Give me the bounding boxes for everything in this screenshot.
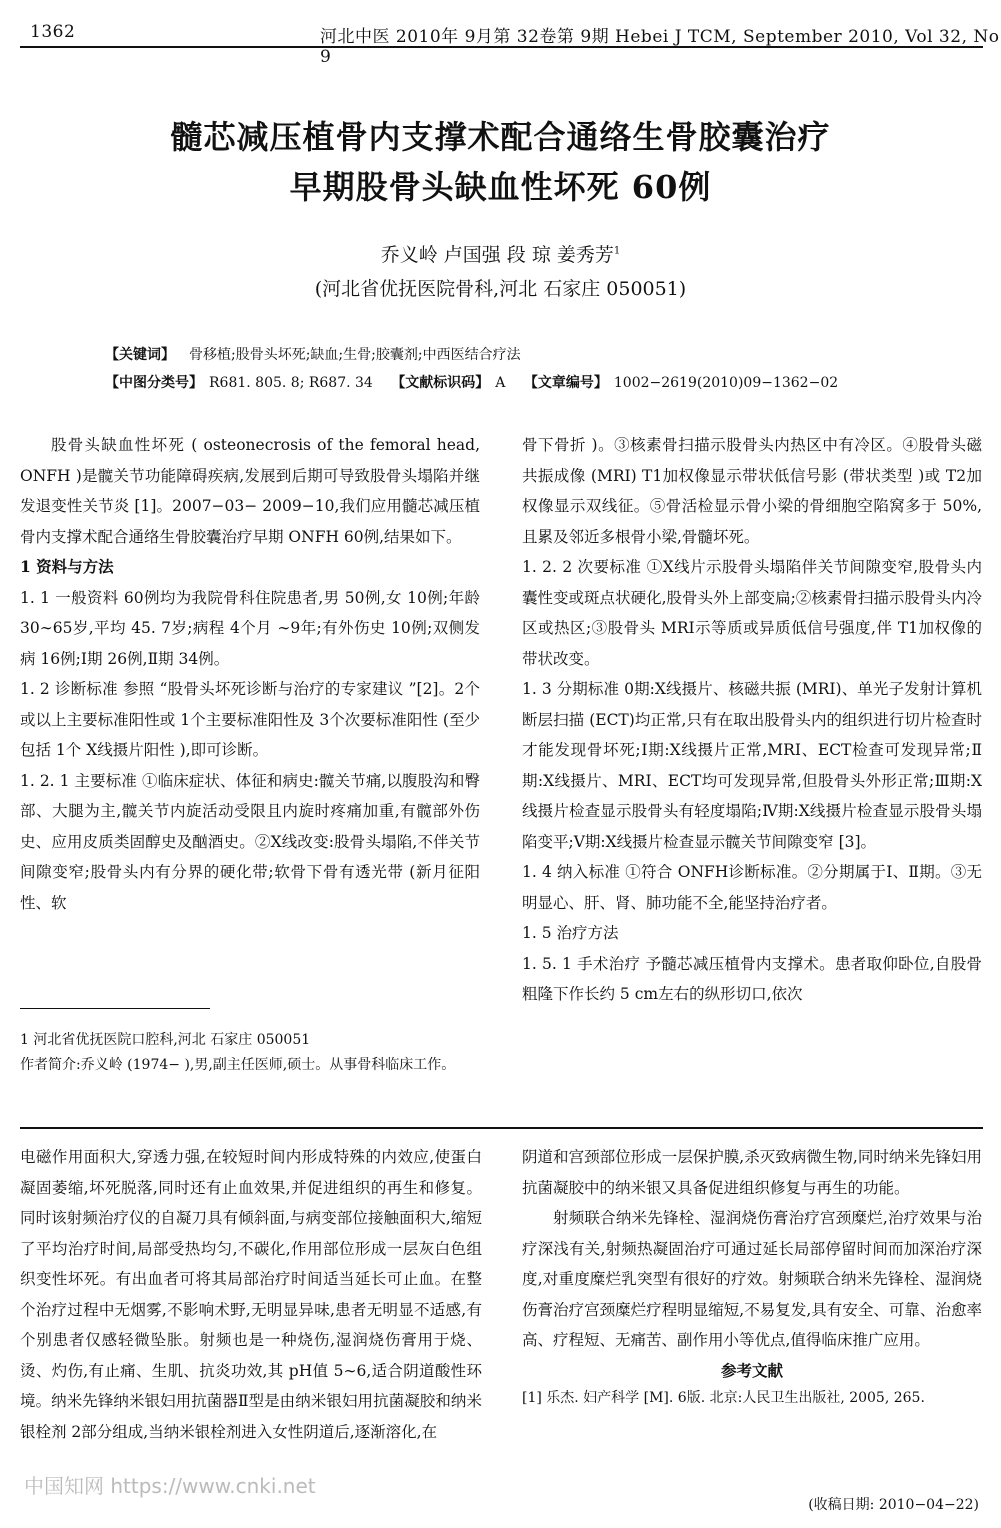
left-column bbox=[20, 430, 480, 918]
doc-code: A bbox=[495, 375, 506, 391]
watermark: 中国知网 https://www.cnki.net bbox=[24, 1474, 316, 1498]
lower-right-paragraphs bbox=[522, 1142, 982, 1356]
cls-number: R681. 805. 8; R687. 34 bbox=[209, 375, 373, 391]
article-no-label: 【文章编号】 bbox=[523, 375, 608, 391]
references-title: 参考文献 bbox=[720, 1360, 783, 1380]
lower_left-paragraph: 电磁作用面积大,穿透力强,在较短时间内形成特殊的内效应,使蛋白凝固萎缩,坏死脱落,同时还有止血效果,并促进组织的再生和修复。同时该射频治疗仪的自凝刀具有倾斜面,与病变部位接触面积大,缩短了平均治疗时间,局部受热均匀,不碳化,作用部位形成一层灰白色组织变性坏死。有出血者可将其局部治疗时间适当延长可止血。在整个治疗过程中无烟雾,不影响术野,无明显异味,患者无明显不适感,有个别患者仅感轻微坠胀。射频也是一种烧伤,湿润烧伤膏用于烧、烫、灼伤,有止痛、生肌、抗炎功效,其 pH值 5∼6,适合阴道酸性环境。纳米先锋纳米银妇用抗菌器Ⅱ型是由纳米银妇用抗菌凝胶和纳米银栓剂 2部分组成,当纳米银栓剂进入女性阴道后,逐渐溶化,在 bbox=[20, 1148, 482, 1441]
right_col-paragraph: 1. 3 分期标准 0期:X线摄片、核磁共振 (MRI)、单光子发射计算机断层扫描 (ECT)均正常,只有在取出股骨头内的组织进行切片检查时才能发现骨坏死;Ⅰ期:X线摄片正常,MRI、ECT检查可发现异常;Ⅱ期:X线摄片、MRI、ECT均可发现异常,但股骨头外形正常;Ⅲ期:X线摄片检查显示股骨头有轻度塌陷;Ⅳ期:X线摄片检查显示股骨头塌陷变平;Ⅴ期:X线摄片检查显示髋关节间隙变窄 [3]。 bbox=[522, 680, 982, 851]
left_col-paragraph: 1. 2. 1 主要标准 ①临床症状、体征和病史:髋关节痛,以腹股沟和臀部、大腿为主,髋关节内旋活动受限且内旋时疼痛加重,有髋部外伤史、应用皮质类固醇史及酗酒史。②X线改变:股骨头塌陷,不伴关节间隙变窄;股骨头内有分界的硬化带;软骨下骨有透光带 (新月征阳性、软 bbox=[20, 771, 480, 912]
journal-header: 河北中医 2010年 9月第 32卷第 9期 Hebei J TCM, September 2010, Vol 32, No 9 bbox=[320, 27, 1000, 67]
left_col-paragraph: 1 资料与方法 bbox=[20, 557, 114, 576]
cls-label: 【中图分类号】 bbox=[105, 375, 203, 391]
keywords: 骨移植;股骨头坏死;缺血;生骨;胶囊剂;中西医结合疗法 bbox=[189, 347, 521, 363]
lower-right-column bbox=[522, 1142, 982, 1410]
keywords-line bbox=[105, 344, 521, 364]
affiliation: (河北省优抚医院骨科,河北 石家庄 050051) bbox=[314, 278, 687, 300]
lower_right-paragraph: 射频联合纳米先锋栓、湿润烧伤膏治疗宫颈糜烂,治疗效果与治疗深浅有关,射频热凝固治疗可通过延长局部停留时间而加深治疗深度,对重度糜烂乳突型有很好的疗效。射频联合纳米先锋栓、湿润烧伤膏治疗宫颈糜烂疗程明显缩短,不易复发,具有安全、可靠、治愈率高、疗程短、无痛苦、副作用小等优点,值得临床推广应用。 bbox=[522, 1209, 982, 1349]
footnote-author-bio: 作者简介:乔义岭 (1974− ),男,副主任医师,硕士。从事骨科临床工作。 bbox=[20, 1057, 456, 1073]
article-number: 1002−2619(2010)09−1362−02 bbox=[613, 375, 839, 391]
left_col-paragraph: 1. 1 一般资料 60例均为我院骨科住院患者,男 50例,女 10例;年龄 30∼65岁,平均 45. 7岁;病程 4个月 ∼9年;有外伤史 10例;双侧发病 16例;Ⅰ期 26例,Ⅱ期 34例。 bbox=[20, 588, 480, 668]
keywords-label: 【关键词】 bbox=[105, 347, 175, 363]
right_col-paragraph: 1. 5. 1 手术治疗 予髓芯减压植骨内支撑术。患者取仰卧位,自股骨粗隆下作长约 5 cm左右的纵形切口,依次 bbox=[522, 954, 982, 1003]
right_col-paragraph: 1. 5 治疗方法 bbox=[522, 924, 619, 942]
right_col-paragraph: 1. 4 纳入标准 ①符合 ONFH诊断标准。②分期属于Ⅰ、Ⅱ期。③无明显心、肝、肾、肺功能不全,能坚持治疗者。 bbox=[522, 863, 982, 912]
lower-left-column bbox=[20, 1142, 482, 1447]
right_col-paragraph: 骨下骨折 )。③核素骨扫描示股骨头内热区中有冷区。④股骨头磁共振成像 (MRI) T1加权像显示带状低信号影 (带状类型 )或 T2加权像显示双线征。⑤骨活检显示骨小梁的骨细胞空陷窝多于 50%,且累及邻近多根骨小梁,骨髓坏死。 bbox=[522, 436, 982, 546]
right-column bbox=[522, 430, 982, 1010]
header-rule bbox=[20, 46, 983, 48]
footnote-rule bbox=[20, 1008, 210, 1009]
reference-item: [1] 乐杰. 妇产科学 [M]. 6版. 北京:人民卫生出版社, 2005, 265. bbox=[522, 1390, 925, 1406]
classification-line bbox=[105, 372, 838, 392]
right_col-paragraph: 1. 2. 2 次要标准 ①X线片示股骨头塌陷伴关节间隙变窄,股骨头内囊性变或斑点状硬化,股骨头外上部变扁;②核素骨扫描示股骨头内冷区或热区;③股骨头 MRI示等质或异质低信号强度,伴 T1加权像的带状改变。 bbox=[522, 558, 982, 668]
left_col-paragraph: 1. 2 诊断标准 参照 “股骨头坏死诊断与治疗的专家建议 ”[2]。2个或以上主要标准阳性或 1个主要标准阳性及 3个次要标准阳性 (至少包括 1个 X线摄片阳性 ),即可诊断。 bbox=[20, 680, 480, 759]
page-number: 1362 bbox=[30, 22, 76, 42]
lower_right-paragraph: 阴道和宫颈部位形成一层保护膜,杀灭致病微生物,同时纳米先锋妇用抗菌凝胶中的纳米银又具备促进组织修复与再生的功能。 bbox=[522, 1148, 982, 1197]
doc-label: 【文献标识码】 bbox=[391, 375, 490, 391]
footnotes bbox=[20, 1028, 480, 1078]
left_col-paragraph: 股骨头缺血性坏死 ( osteonecrosis of the femoral head, ONFH )是髋关节功能障碍疾病,发展到后期可导致股骨头塌陷并继发退变性关节炎 [1]。2007−03− 2009−10,我们应用髓芯减压植骨内支撑术配合通络生骨胶囊治疗早期 ONFH 60例,结果如下。 bbox=[20, 436, 480, 546]
received-date: (收稿日期: 2010−04−22) bbox=[808, 1497, 979, 1513]
author-names: 乔义岭 卢国强 段 琼 姜秀芳 bbox=[380, 244, 614, 266]
footnote-affiliation: 1 河北省优抚医院口腔科,河北 石家庄 050051 bbox=[20, 1032, 311, 1048]
article-title-line1: 髓芯减压植骨内支撑术配合通络生骨胶囊治疗 bbox=[170, 118, 831, 156]
author-affil-mark: 1 bbox=[613, 245, 621, 257]
section-divider bbox=[20, 1127, 983, 1129]
authors bbox=[0, 240, 1001, 267]
article-title-line2: 早期股骨头缺血性坏死 60例 bbox=[289, 168, 712, 206]
